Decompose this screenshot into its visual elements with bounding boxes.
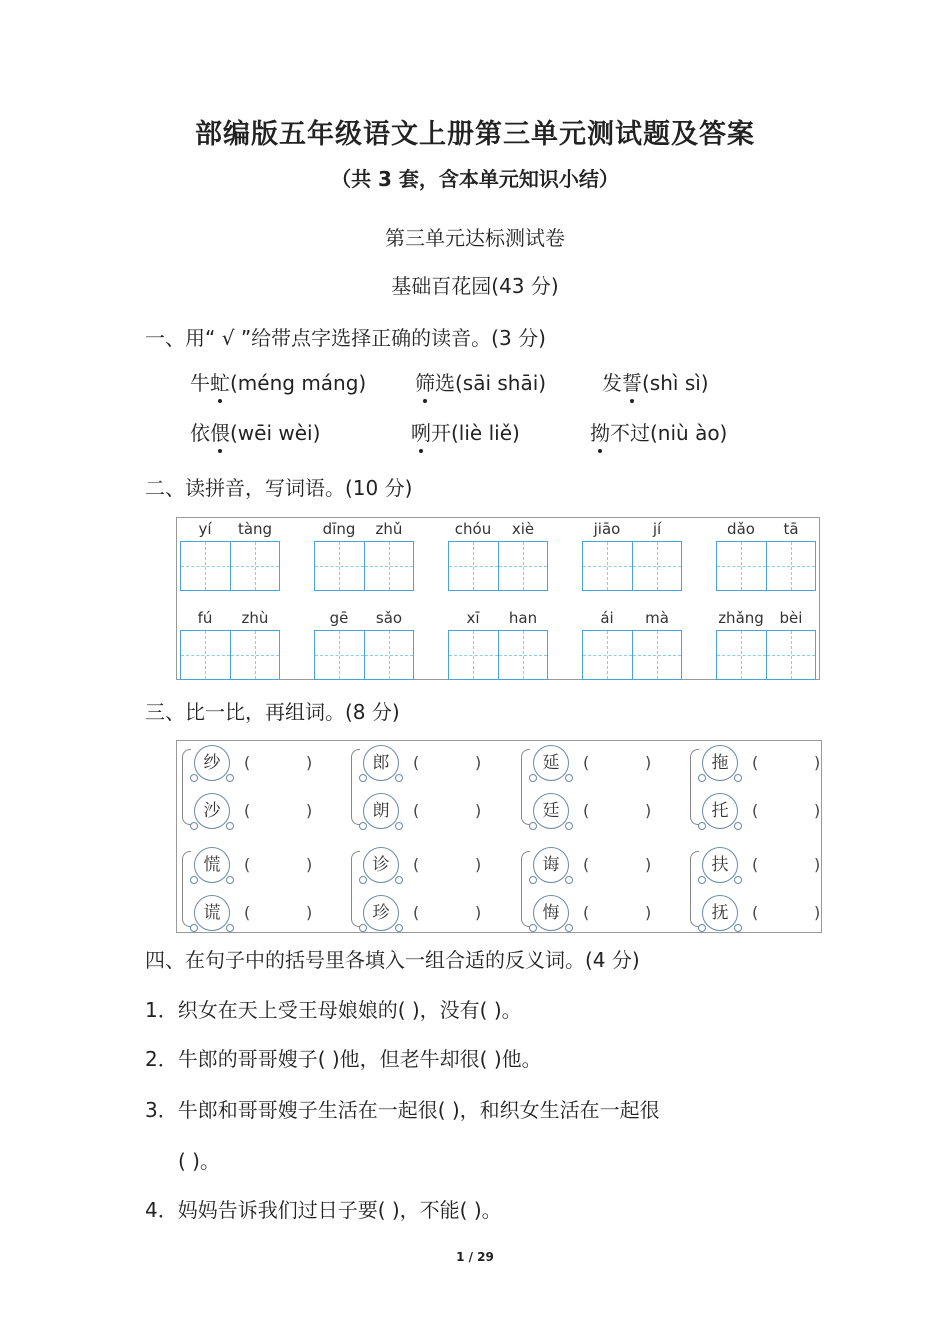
item-options: 不过(niù ào) <box>610 421 728 445</box>
item-options: (méng máng) <box>230 371 367 395</box>
pinyin-syllable: sǎo <box>375 609 403 627</box>
writing-cell[interactable] <box>449 542 499 590</box>
close-paren: ) <box>475 753 482 772</box>
writing-cells <box>180 541 280 591</box>
reading-choice-item <box>190 417 320 446</box>
close-paren: ) <box>475 855 482 874</box>
reading-choice-item <box>190 367 366 396</box>
close-paren: ) <box>306 801 313 820</box>
page-subtitle: （共 3 套，含本单元知识小结） <box>331 167 619 191</box>
item-prefix: 牛 <box>190 371 210 395</box>
writing-cells <box>716 630 816 680</box>
compare-character: 慌 <box>194 847 230 883</box>
open-paren: ( <box>583 801 590 820</box>
writing-cell[interactable] <box>365 631 414 679</box>
question-4-heading: 四、在句子中的括号里各填入一组合适的反义词。(4 分) <box>145 948 640 972</box>
compare-character: 朗 <box>363 793 399 829</box>
close-paren: ) <box>814 855 821 874</box>
close-paren: ) <box>475 903 482 922</box>
writing-cells <box>716 541 816 591</box>
writing-cell[interactable] <box>365 542 414 590</box>
writing-cell[interactable] <box>181 631 231 679</box>
close-paren: ) <box>645 903 652 922</box>
sentence-2: 2．牛郎的哥哥嫂子( )他，但老牛却很( )他。 <box>145 1047 542 1071</box>
pinyin-word <box>314 609 415 681</box>
question-2-heading: 二、读拼音，写词语。(10 分) <box>145 476 413 500</box>
writing-cell[interactable] <box>767 542 816 590</box>
compare-pair <box>180 743 340 833</box>
compare-character: 郎 <box>363 745 399 781</box>
compare-pair <box>349 743 509 833</box>
pinyin-syllable: chóu <box>454 520 492 538</box>
pinyin-word <box>716 609 817 681</box>
brace-mark <box>182 851 191 927</box>
brace-mark <box>351 851 360 927</box>
open-paren: ( <box>244 753 251 772</box>
writing-cell[interactable] <box>767 631 816 679</box>
sentence-4: 4．妈妈告诉我们过日子要( )，不能( )。 <box>145 1198 502 1222</box>
brace-mark <box>690 749 699 825</box>
open-paren: ( <box>413 855 420 874</box>
pinyin-syllable: mà <box>645 609 669 627</box>
writing-cell[interactable] <box>717 631 767 679</box>
compare-pair <box>688 743 848 833</box>
compare-words-box <box>176 740 822 933</box>
pinyin-syllable: dīng <box>322 520 356 538</box>
brace-mark <box>521 749 530 825</box>
sentence-3: 3．牛郎和哥哥嫂子生活在一起很( )，和织女生活在一起很 <box>145 1098 660 1122</box>
compare-pair <box>519 743 679 833</box>
compare-pair <box>349 845 509 935</box>
open-paren: ( <box>583 903 590 922</box>
pinyin-syllable: jí <box>652 520 662 538</box>
compare-character: 谎 <box>194 895 230 931</box>
close-paren: ) <box>306 855 313 874</box>
pinyin-writing-grid <box>176 517 820 680</box>
item-prefix: 依 <box>190 421 210 445</box>
writing-cell[interactable] <box>315 542 365 590</box>
compare-character: 纱 <box>194 745 230 781</box>
open-paren: ( <box>244 855 251 874</box>
close-paren: ) <box>306 903 313 922</box>
dotted-character: 偎 <box>210 417 230 446</box>
pinyin-syllable: tàng <box>237 520 273 538</box>
compare-character: 拖 <box>702 745 738 781</box>
close-paren: ) <box>814 753 821 772</box>
pinyin-syllable: dǎo <box>727 520 755 538</box>
compare-character: 廷 <box>533 793 569 829</box>
writing-cell[interactable] <box>499 542 548 590</box>
compare-pair <box>688 845 848 935</box>
item-options: (wēi wèi) <box>230 421 321 445</box>
writing-cell[interactable] <box>181 542 231 590</box>
pinyin-word <box>448 520 549 592</box>
compare-character: 诊 <box>363 847 399 883</box>
pinyin-word <box>582 609 683 681</box>
page-number: 1 / 29 <box>456 1250 494 1264</box>
pinyin-syllable: jiāo <box>593 520 621 538</box>
compare-pair <box>180 845 340 935</box>
pinyin-syllable: xiè <box>511 520 535 538</box>
pinyin-word <box>716 520 817 592</box>
pinyin-syllable: xī <box>466 609 480 627</box>
close-paren: ) <box>814 801 821 820</box>
writing-cell[interactable] <box>499 631 548 679</box>
open-paren: ( <box>244 801 251 820</box>
close-paren: ) <box>475 801 482 820</box>
close-paren: ) <box>645 855 652 874</box>
writing-cells <box>448 630 548 680</box>
open-paren: ( <box>413 801 420 820</box>
sentence-3-continued: ( )。 <box>178 1149 220 1173</box>
writing-cells <box>582 630 682 680</box>
pinyin-syllable: fú <box>197 609 213 627</box>
question-1-heading: 一、用“ √ ”给带点字选择正确的读音。(3 分) <box>145 326 546 350</box>
pinyin-word <box>448 609 549 681</box>
part-name: 基础百花园(43 分) <box>391 274 559 298</box>
pinyin-word <box>180 520 281 592</box>
open-paren: ( <box>752 801 759 820</box>
compare-pair <box>519 845 679 935</box>
dotted-character: 筛 <box>415 367 435 396</box>
pinyin-syllable: han <box>508 609 538 627</box>
writing-cell[interactable] <box>717 542 767 590</box>
compare-character: 托 <box>702 793 738 829</box>
open-paren: ( <box>752 753 759 772</box>
item-options: 选(sāi shāi) <box>435 371 547 395</box>
pinyin-syllable: ái <box>600 609 614 627</box>
close-paren: ) <box>814 903 821 922</box>
brace-mark <box>690 851 699 927</box>
writing-cells <box>314 541 414 591</box>
reading-choice-item <box>602 367 709 396</box>
page-title: 部编版五年级语文上册第三单元测试题及答案 <box>195 119 755 150</box>
writing-cells <box>582 541 682 591</box>
reading-choice-item <box>411 417 520 446</box>
open-paren: ( <box>413 753 420 772</box>
brace-mark <box>182 749 191 825</box>
pinyin-syllable: gē <box>329 609 349 627</box>
writing-cell[interactable] <box>315 631 365 679</box>
pinyin-syllable: bèi <box>779 609 803 627</box>
item-options: (shì sì) <box>642 371 709 395</box>
brace-mark <box>351 749 360 825</box>
dotted-character: 誓 <box>622 367 642 396</box>
writing-cells <box>180 630 280 680</box>
dotted-character: 虻 <box>210 367 230 396</box>
writing-cell[interactable] <box>583 542 633 590</box>
close-paren: ) <box>645 753 652 772</box>
writing-cell[interactable] <box>231 542 280 590</box>
writing-cell[interactable] <box>231 631 280 679</box>
question-3-heading: 三、比一比，再组词。(8 分) <box>145 700 400 724</box>
pinyin-word <box>582 520 683 592</box>
close-paren: ) <box>306 753 313 772</box>
compare-character: 诲 <box>533 847 569 883</box>
open-paren: ( <box>752 903 759 922</box>
open-paren: ( <box>244 903 251 922</box>
item-prefix: 发 <box>602 371 622 395</box>
compare-character: 沙 <box>194 793 230 829</box>
writing-cell[interactable] <box>583 631 633 679</box>
compare-character: 抚 <box>702 895 738 931</box>
open-paren: ( <box>583 855 590 874</box>
pinyin-syllable: zhǎng <box>718 609 764 627</box>
pinyin-syllable: yí <box>198 520 212 538</box>
compare-character: 延 <box>533 745 569 781</box>
pinyin-syllable: tā <box>783 520 799 538</box>
writing-cell[interactable] <box>449 631 499 679</box>
pinyin-word <box>314 520 415 592</box>
reading-choice-item <box>415 367 546 396</box>
dotted-character: 拗 <box>590 417 610 446</box>
open-paren: ( <box>413 903 420 922</box>
open-paren: ( <box>583 753 590 772</box>
sentence-1: 1．织女在天上受王母娘娘的( )，没有( )。 <box>145 998 522 1022</box>
writing-cells <box>448 541 548 591</box>
dotted-character: 咧 <box>411 417 431 446</box>
pinyin-syllable: zhù <box>241 609 269 627</box>
close-paren: ) <box>645 801 652 820</box>
test-name: 第三单元达标测试卷 <box>385 226 565 250</box>
pinyin-word <box>180 609 281 681</box>
compare-character: 珍 <box>363 895 399 931</box>
compare-character: 悔 <box>533 895 569 931</box>
item-options: 开(liè liě) <box>431 421 520 445</box>
open-paren: ( <box>752 855 759 874</box>
writing-cell[interactable] <box>633 542 682 590</box>
pinyin-syllable: zhǔ <box>375 520 403 538</box>
writing-cells <box>314 630 414 680</box>
brace-mark <box>521 851 530 927</box>
compare-character: 扶 <box>702 847 738 883</box>
reading-choice-item <box>590 417 727 446</box>
writing-cell[interactable] <box>633 631 682 679</box>
